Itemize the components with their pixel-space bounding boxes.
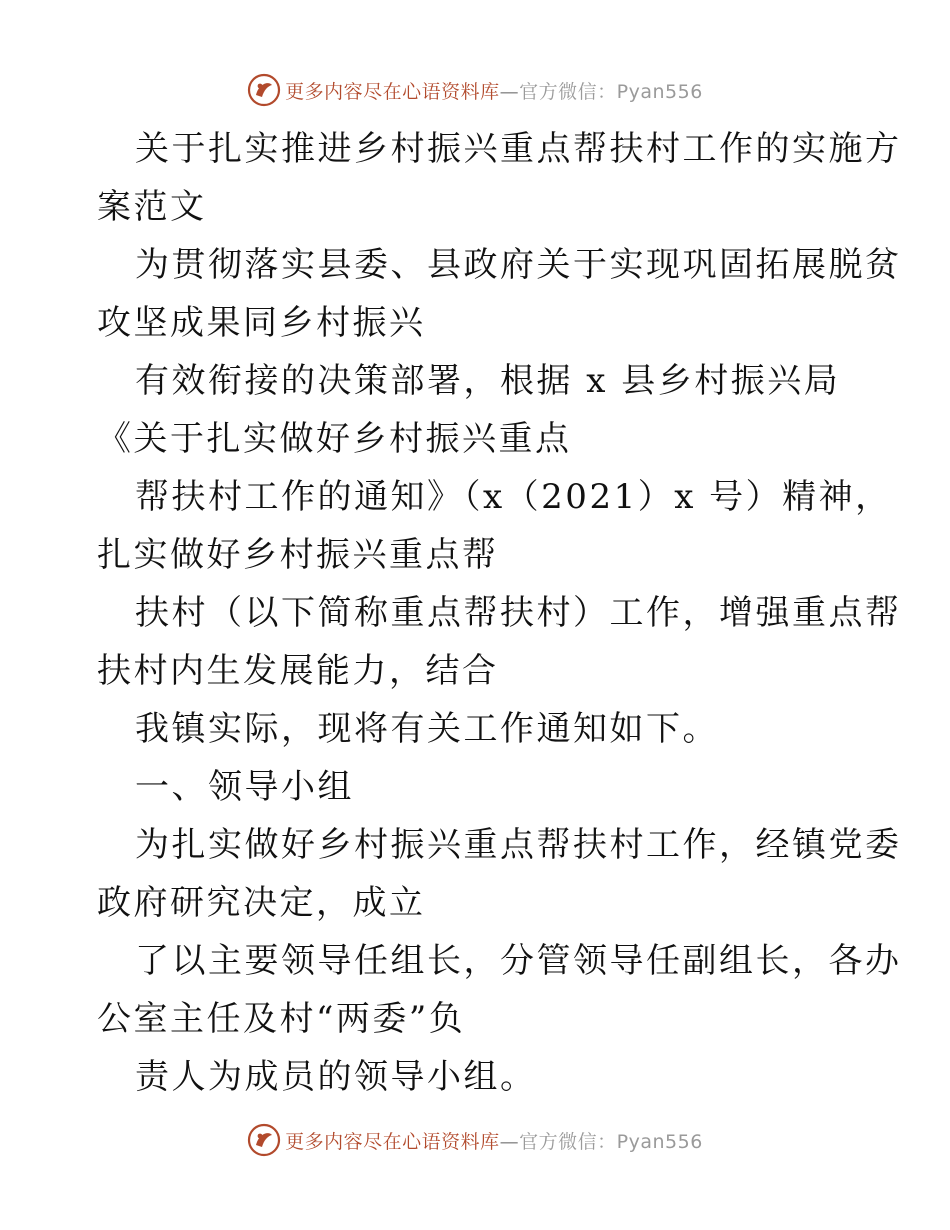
banner-separator: — (499, 1130, 520, 1153)
banner-separator: — (499, 80, 520, 103)
paragraph-line: 为贯彻落实县委、县政府关于实现巩固拓展脱贫 (135, 245, 902, 285)
paragraph-line: 公室主任及村“两委”负 (97, 999, 466, 1039)
paragraph-line: 《关于扎实做好乡村振兴重点 (97, 419, 572, 459)
paragraph-line: 了以主要领导任组长，分管领导任副组长，各办 (135, 941, 902, 981)
banner-wechat: 官方微信：Pyan556 (519, 80, 703, 103)
header-watermark-banner (0, 70, 950, 110)
banner-text (285, 77, 703, 104)
document-body (97, 120, 902, 1106)
banner-brand: 更多内容尽在心语资料库 (285, 80, 500, 103)
paragraph-line: 攻坚成果同乡村振兴 (97, 303, 426, 343)
section-heading: 一、领导小组 (135, 767, 354, 807)
brand-logo-icon (247, 1123, 281, 1157)
banner-wechat: 官方微信：Pyan556 (519, 1130, 703, 1153)
paragraph-line: 责人为成员的领导小组。 (135, 1057, 537, 1097)
paragraph-line: 为扎实做好乡村振兴重点帮扶村工作，经镇党委 (135, 825, 902, 865)
paragraph-line: 我镇实际，现将有关工作通知如下。 (135, 709, 719, 749)
brand-logo-icon (247, 73, 281, 107)
paragraph-line: 有效衔接的决策部署，根据 x 县乡村振兴局 (135, 361, 841, 401)
paragraph-line: 政府研究决定，成立 (97, 883, 426, 923)
paragraph-line: 帮扶村工作的通知》（x（2021）x 号）精神， (135, 477, 892, 517)
paragraph-line: 扶村（以下简称重点帮扶村）工作，增强重点帮 (135, 593, 902, 633)
doc-title-line-1: 关于扎实推进乡村振兴重点帮扶村工作的实施方 (135, 129, 902, 169)
banner-brand: 更多内容尽在心语资料库 (285, 1130, 500, 1153)
paragraph-line: 扎实做好乡村振兴重点帮 (97, 535, 499, 575)
footer-watermark-banner (0, 1120, 950, 1160)
paragraph-line: 扶村内生发展能力，结合 (97, 651, 499, 691)
doc-title-line-2: 案范文 (97, 187, 207, 227)
banner-text (285, 1127, 703, 1154)
